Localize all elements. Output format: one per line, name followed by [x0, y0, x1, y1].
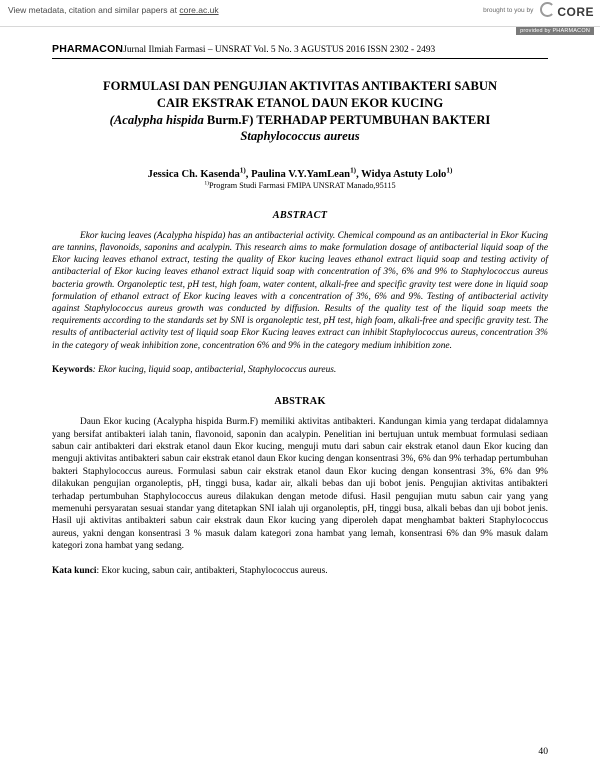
abstract-heading: ABSTRACT: [272, 209, 328, 221]
author-list: Jessica Ch. Kasenda$^{1)}$, Paulina V.Y.YamLean$^{1)}$, Widya Astuty Lolo$^{1)}$: [147, 166, 453, 180]
keywords-line: [52, 364, 548, 376]
journal-brand: PHARMACON: [52, 43, 124, 55]
page-number: 40: [538, 746, 548, 757]
keywords-value: : Ekor kucing, liquid soap, antibacterial, Staphylococcus aureus.: [92, 364, 337, 375]
core-brought-to-you-label: brought to you by: [483, 6, 534, 14]
paper-page: [0, 27, 600, 777]
core-circle-icon: [540, 2, 555, 17]
core-banner: [0, 0, 600, 34]
core-metadata-text: [8, 5, 219, 15]
core-logo: [540, 2, 594, 19]
journal-issue-info: Jurnal Ilmiah Farmasi – UNSRAT Vol. 5 No. 3 AGUSTUS 2016 ISSN 2302 - 2493: [123, 45, 436, 55]
title-line-4-species: Staphylococcus aureus: [240, 129, 360, 144]
core-metadata-link[interactable]: core.ac.uk: [179, 5, 219, 15]
kata-kunci-label: Kata kunci: [52, 565, 97, 576]
kata-kunci-line: [52, 565, 548, 577]
page-title: [52, 78, 548, 144]
title-line-3: [52, 112, 548, 129]
abstrak-heading: ABSTRAK: [274, 396, 326, 408]
abstrak-body: Daun Ekor kucing (Acalypha hispida Burm.F) memiliki aktivitas antibakteri. Kandungan kimia yang terdapat didalamnya yang bersifat antibakteri ialah tanin, flavonoid, saponin dan acalypin. Penelitian ini bertujuan untuk membuat formulasi sediaan sabun cair antibakteri dari ekstrak etanol daun Ekor kucing, menguji mutu dari sabun cair ekstrak etanol daun Ekor kucing dan menguji aktivitas antibakteri sabun cair ekstrak etanol daun Ekor kucing dengan konsentrasi 3%, 6% dan 9% terhadap pertumbuhan bakteri Staphylococcus aureus. Formulasi sabun cair ekstrak etanol daun Ekor kucing dengan konsentrasi 3%, 6% dan 9% dilakukan pengujian organoleptis, pH, tinggi busa, kadar air, alkali bebas dan uji bobot jenis. Pengujian aktivitas antibakteri terhadap pertumbuhan Staphylococcus aureus dilakukan dengan metode difusi. Hasil pengujian mutu sabun cair yang yang memenuhi persyaratan sesuai standar yang ditetapkan SNI ialah uji organoleptis, pH, tinggi busa, alkali bebas dan uji bobot jenis. Hasil uji aktivitas antibakteri sabun cair ekstrak daun Ekor kucing yang diperoleh dapat menghambat bakteri Staphylococcus aureus, yakni dengan konsentrasi 3 % masuk dalam kategori zona hambat yang lemah, konsentrasi 6% dan 9% masuk dalam kategori zona hambat yang sedang.: [52, 417, 548, 552]
title-line-3-rest: Burm.F) TERHADAP PERTUMBUHAN BAKTERI: [206, 112, 491, 127]
core-logo-text: CORE: [557, 4, 594, 19]
core-provided-by-badge: provided by PHARMACON: [516, 27, 594, 35]
keywords-label: Keywords: [52, 364, 93, 375]
kata-kunci-value: : Ekor kucing, sabun cair, antibakteri, Staphylococcus aureus.: [96, 565, 328, 576]
journal-header: [52, 43, 548, 59]
core-metadata-label: View metadata, citation and similar papers at: [8, 5, 180, 15]
title-line-1: FORMULASI DAN PENGUJIAN AKTIVITAS ANTIBAKTERI SABUN: [102, 79, 498, 94]
title-line-2: CAIR EKSTRAK ETANOL DAUN EKOR KUCING: [156, 95, 444, 110]
abstract-body: Ekor kucing leaves (Acalypha hispida) has an antibacterial activity. Chemical compound as an antibacterial in Ekor Kucing are tannins, flavonoids, saponins and acalypin. This research aims to make formulation dosage of antibacterial liquid soap of the Ekor kucing leaves ethanol extract, testing the quality of Ekor kucing leaves ethanol extract liquid soap and testing activity of antibacterial of Ekor kucing leaves ethanol extract liquid soap with concentration of 3%, 6% and 9% to Staphylococcus aureus bacteria growth. Organoleptic test, pH test, high foam, water content, alkali-free and specific gravity test were done in liquid soap formulation of ethanol extract of Ekor kucing leaves with a concentration of 3%, 6% and 9%. Testing of antibacterial activity against Staphylococcus aureus growth was conducted by diffusion. Results of the quality test of the liquid soap meets the requirements according to the standards set by SNI is organoleptic test, pH test, high foam, alkali-free and specific gravity test. The results of antibacterial activity test of liquid soap Ekor Kucing leaves extract can inhibit Staphylococcus aureus, concentration 3% in the category of weak inhibition zone, concentration 6% and 9% in the category medium inhibition zone.: [52, 230, 548, 351]
author-affiliation: $^{1)}$Program Studi Farmasi FMIPA UNSRAT Manado,95115: [204, 179, 396, 190]
title-species-genus: (Acalypha hispida: [109, 112, 207, 127]
